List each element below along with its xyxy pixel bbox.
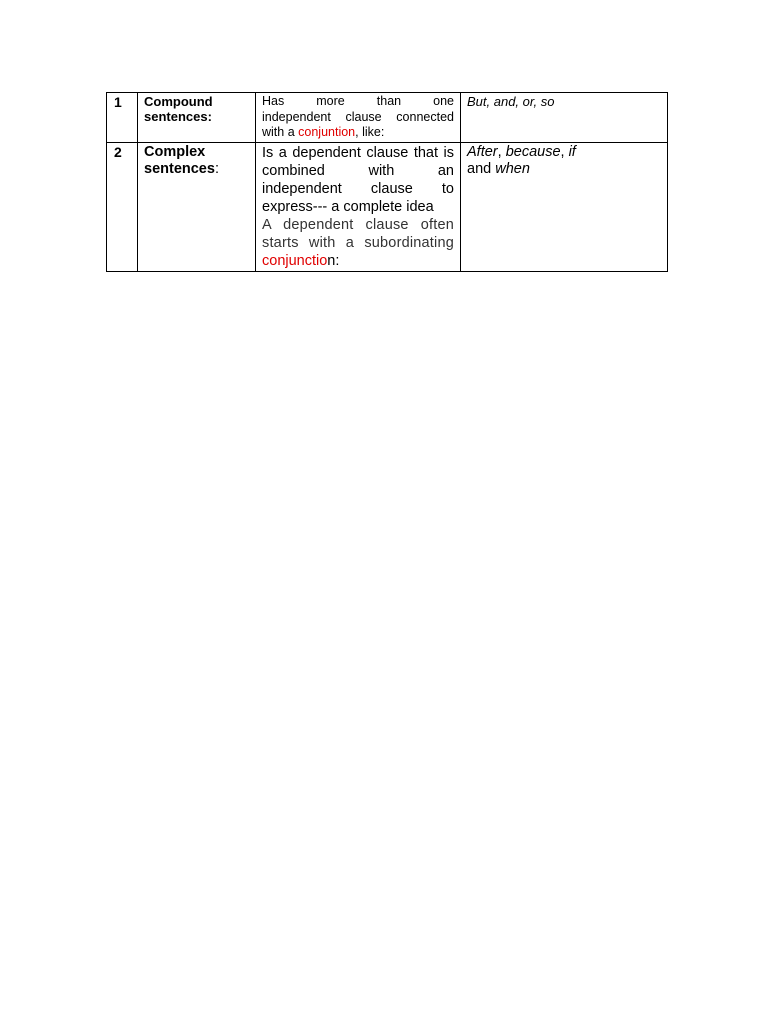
term-suffix: : <box>214 160 219 177</box>
definition-line: express--- a complete idea <box>262 198 434 215</box>
sentence-types-table <box>106 92 668 272</box>
highlighted-term: conjuntion <box>298 125 356 139</box>
definition-suffix: , like: <box>355 125 385 139</box>
definition-line: independent clause to <box>262 180 454 197</box>
examples-cell <box>461 93 668 143</box>
example-word: when <box>495 160 530 177</box>
definition-note-line: starts with a subordinating <box>262 234 454 251</box>
example-separator: , <box>497 143 506 160</box>
definition-line: independent clause connected <box>262 109 454 124</box>
examples-text: But, and, or, so <box>467 94 555 109</box>
example-word: if <box>568 143 576 160</box>
definition-cell <box>256 93 461 143</box>
table-row <box>107 142 668 271</box>
examples-cell <box>461 142 668 271</box>
example-conjunction: and <box>467 160 496 177</box>
term-cell <box>138 142 256 271</box>
highlighted-term: conjunctio <box>262 252 328 269</box>
definition-line: Has more than one <box>262 94 454 108</box>
example-word: because <box>505 143 561 160</box>
row-number: 2 <box>107 142 138 271</box>
term-text: Complex sentences <box>144 143 215 177</box>
definition-suffix: n: <box>327 252 340 269</box>
example-separator: , <box>560 143 569 160</box>
definition-prefix: with a <box>262 125 299 139</box>
term-suffix: : <box>207 109 212 124</box>
example-word: After <box>467 143 498 160</box>
table-row <box>107 93 668 143</box>
definition-cell <box>256 142 461 271</box>
definition-line: combined with an <box>262 162 454 179</box>
definition-note-line: A dependent clause often <box>262 216 454 233</box>
row-number: 1 <box>107 93 138 143</box>
term-cell <box>138 93 256 143</box>
term-text: Compound sentences <box>144 94 213 124</box>
definition-line: Is a dependent clause that is <box>262 144 454 161</box>
